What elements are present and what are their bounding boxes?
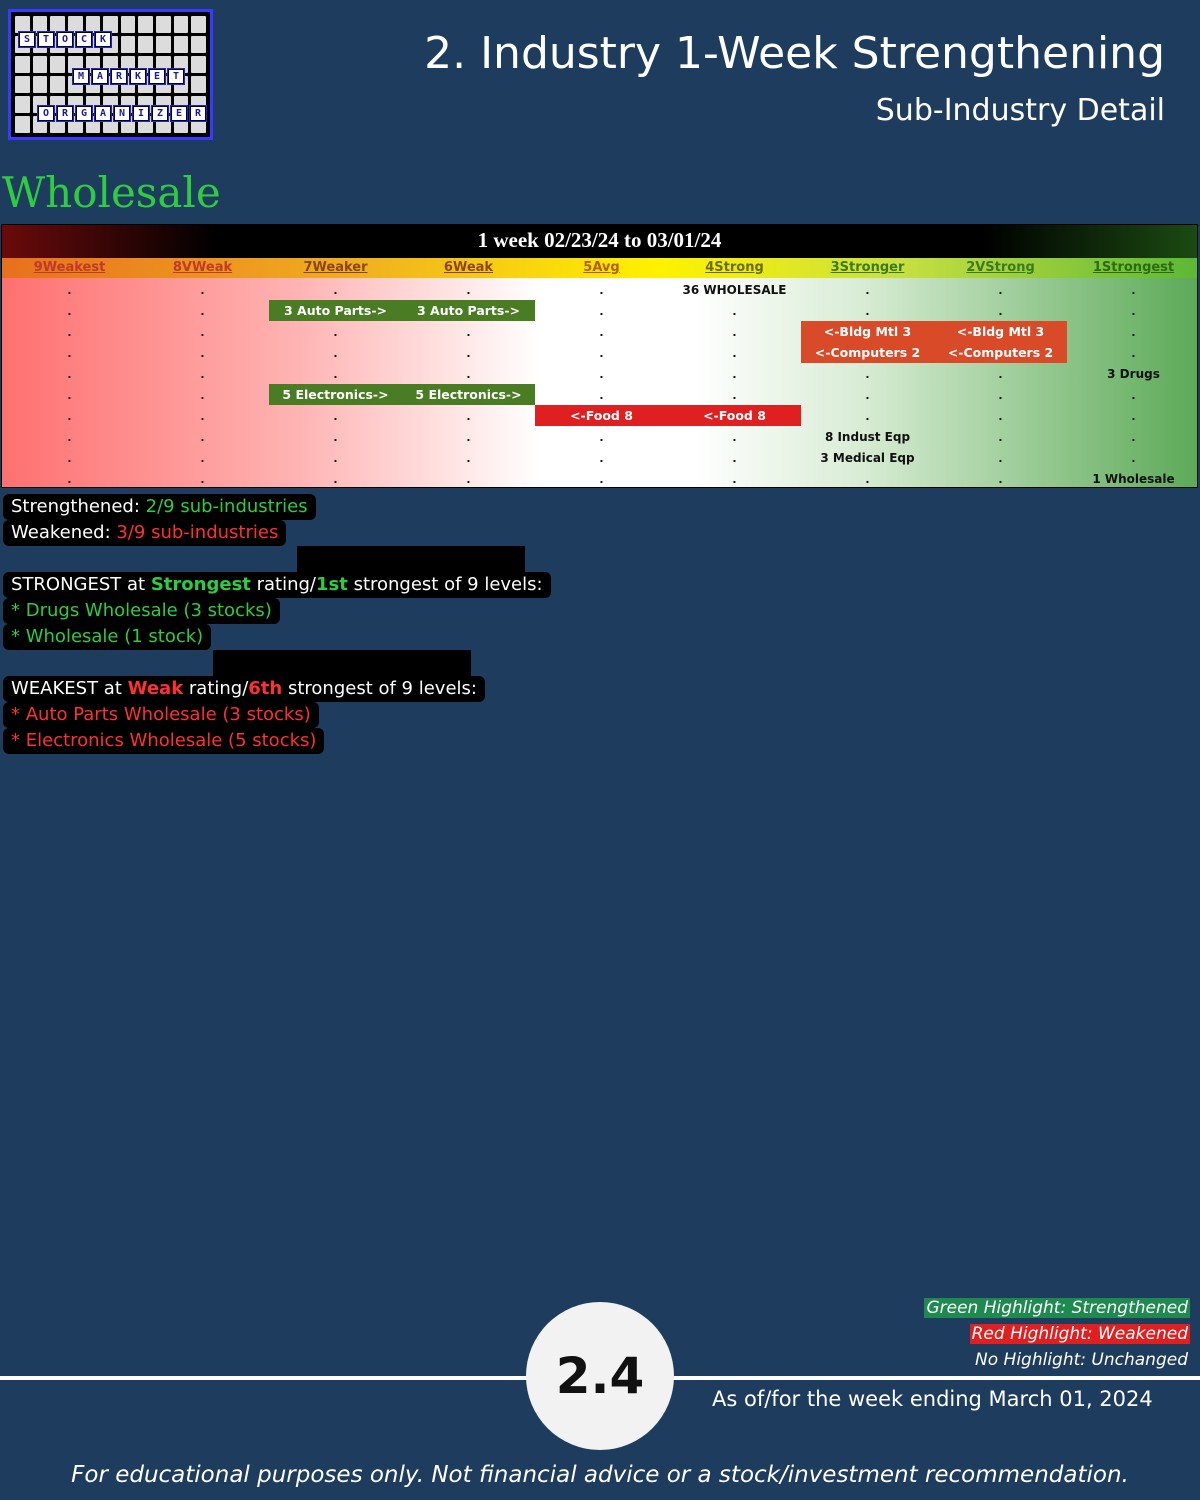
highlight-label: <-Food 8 [570, 408, 633, 423]
table-period: 1 week 02/23/24 to 03/01/24 [477, 228, 722, 252]
highlight-label: <-Computers 2 [814, 345, 921, 360]
weakest-heading: WEAKEST at Weak rating/6th strongest of 9 levels: [3, 676, 485, 702]
empty-cell: . [865, 389, 870, 402]
empty-cell: . [200, 389, 205, 402]
empty-cell: . [1131, 452, 1136, 465]
empty-cell: . [466, 284, 471, 297]
level-header: 8VWeak [172, 260, 233, 275]
highlight-label: <-Computers 2 [947, 345, 1054, 360]
page-number-badge: 2.4 [526, 1302, 674, 1450]
highlight-label: <-Bldg Mtl 3 [956, 324, 1045, 339]
empty-cell: . [732, 305, 737, 318]
section-title: Wholesale [2, 168, 221, 217]
level-header: 3Stronger [830, 260, 905, 275]
logo-word-organizer: O R G A N I Z E R [38, 106, 206, 121]
highlight-cell [402, 300, 535, 321]
empty-cell: . [67, 305, 72, 318]
highlight-label: 5 Electronics-> [282, 387, 389, 402]
table-body [2, 278, 1197, 488]
empty-cell: . [466, 326, 471, 339]
empty-cell: . [599, 347, 604, 360]
empty-cell: . [865, 284, 870, 297]
empty-cell: . [732, 368, 737, 381]
empty-cell: . [200, 284, 205, 297]
empty-cell: . [200, 305, 205, 318]
empty-cell: . [333, 410, 338, 423]
level-header: 4Strong [705, 260, 764, 275]
empty-cell: . [67, 347, 72, 360]
sub-industry-cell: 8 Indust Eqp [824, 430, 911, 444]
highlight-cell [668, 405, 801, 426]
empty-cell: . [67, 431, 72, 444]
empty-cell: . [200, 410, 205, 423]
empty-cell: . [998, 389, 1003, 402]
level-header: 1Strongest [1092, 260, 1175, 275]
empty-cell: . [67, 284, 72, 297]
empty-cell: . [67, 326, 72, 339]
empty-cell: . [200, 473, 205, 486]
empty-cell: . [865, 368, 870, 381]
sub-industry-cell: 3 Drugs [1107, 367, 1160, 381]
empty-cell: . [1131, 389, 1136, 402]
highlight-cell [269, 384, 402, 405]
legend-weakened: Red Highlight: Weakened [971, 1324, 1188, 1344]
empty-cell: . [333, 431, 338, 444]
empty-cell: . [1131, 431, 1136, 444]
empty-cell: . [732, 389, 737, 402]
empty-cell: . [333, 473, 338, 486]
highlight-cell [934, 321, 1067, 363]
empty-cell: . [732, 347, 737, 360]
empty-cell: . [333, 452, 338, 465]
level-header: 6Weak [443, 260, 494, 275]
empty-cell: . [599, 389, 604, 402]
level-header: 5Avg [583, 260, 620, 275]
empty-cell: . [200, 431, 205, 444]
empty-cell: . [1131, 284, 1136, 297]
empty-cell: . [200, 368, 205, 381]
empty-cell: . [998, 431, 1003, 444]
empty-cell: . [200, 326, 205, 339]
empty-cell: . [466, 410, 471, 423]
page-title: 2. Industry 1-Week Strengthening [424, 28, 1165, 79]
highlight-label: 5 Electronics-> [415, 387, 522, 402]
weakest-item: * Electronics Wholesale (5 stocks) [3, 728, 324, 754]
summary-notes [3, 494, 551, 754]
disclaimer: For educational purposes only. Not financial advice or a stock/investment recommendation. [71, 1462, 1129, 1488]
empty-cell: . [998, 452, 1003, 465]
empty-cell: . [333, 284, 338, 297]
empty-cell: . [1131, 305, 1136, 318]
stock-market-organizer-logo [8, 9, 213, 140]
empty-cell: . [865, 410, 870, 423]
empty-cell: . [865, 305, 870, 318]
empty-cell: . [998, 284, 1003, 297]
empty-cell: . [998, 410, 1003, 423]
weakened-line: Weakened: 3/9 sub-industries [3, 520, 286, 546]
empty-cell: . [200, 347, 205, 360]
empty-cell: . [67, 452, 72, 465]
empty-cell: . [599, 305, 604, 318]
empty-cell: . [599, 284, 604, 297]
empty-cell: . [466, 347, 471, 360]
as-of-date: As of/for the week ending March 01, 2024 [712, 1387, 1153, 1411]
empty-cell: . [732, 452, 737, 465]
highlight-label: <-Bldg Mtl 3 [823, 324, 912, 339]
page-subtitle: Sub-Industry Detail [875, 93, 1165, 128]
empty-cell: . [333, 347, 338, 360]
empty-cell: . [732, 473, 737, 486]
highlight-cell [269, 300, 402, 321]
highlight-cell [402, 384, 535, 405]
sub-industry-cell: 36 WHOLESALE [682, 283, 787, 297]
sub-industry-cell: 1 Wholesale [1092, 472, 1175, 486]
sub-industry-cell: 3 Medical Eqp [820, 451, 915, 465]
empty-cell: . [599, 452, 604, 465]
empty-cell: . [599, 368, 604, 381]
level-header-row [2, 258, 1197, 278]
empty-cell: . [599, 473, 604, 486]
highlight-label: 3 Auto Parts-> [416, 303, 521, 318]
empty-cell: . [200, 452, 205, 465]
weakest-item: * Auto Parts Wholesale (3 stocks) [3, 702, 319, 728]
empty-cell: . [732, 326, 737, 339]
empty-cell: . [998, 368, 1003, 381]
strongest-heading: STRONGEST at Strongest rating/1st strongest of 9 levels: [3, 572, 551, 598]
empty-cell: . [599, 326, 604, 339]
empty-cell: . [67, 473, 72, 486]
highlight-label: <-Food 8 [703, 408, 766, 423]
empty-cell: . [67, 389, 72, 402]
strongest-item: * Drugs Wholesale (3 stocks) [3, 598, 280, 624]
empty-cell: . [466, 431, 471, 444]
level-header: 9Weakest [33, 260, 106, 275]
empty-cell: . [732, 431, 737, 444]
empty-cell: . [1131, 347, 1136, 360]
logo-word-stock: S T O C K [19, 32, 111, 47]
strengthened-line: Strengthened: 2/9 sub-industries [3, 494, 316, 520]
empty-cell: . [466, 473, 471, 486]
strongest-item: * Wholesale (1 stock) [3, 624, 211, 650]
empty-cell: . [998, 305, 1003, 318]
level-header: 7Weaker [303, 260, 368, 275]
empty-cell: . [333, 326, 338, 339]
legend-unchanged: No Highlight: Unchanged [975, 1350, 1188, 1370]
level-header: 2VStrong [966, 260, 1035, 275]
empty-cell: . [333, 368, 338, 381]
empty-cell: . [466, 368, 471, 381]
empty-cell: . [998, 473, 1003, 486]
strength-table [1, 224, 1198, 488]
highlight-cell [801, 321, 934, 363]
empty-cell: . [1131, 326, 1136, 339]
table-period-header [2, 225, 1197, 258]
legend-strengthened: Green Highlight: Strengthened [926, 1298, 1188, 1318]
logo-word-market: M A R K E T [73, 69, 184, 84]
empty-cell: . [67, 368, 72, 381]
empty-cell: . [67, 410, 72, 423]
highlight-label: 3 Auto Parts-> [283, 303, 388, 318]
highlight-cell [535, 405, 668, 426]
empty-cell: . [599, 431, 604, 444]
empty-cell: . [1131, 410, 1136, 423]
empty-cell: . [466, 452, 471, 465]
empty-cell: . [865, 473, 870, 486]
